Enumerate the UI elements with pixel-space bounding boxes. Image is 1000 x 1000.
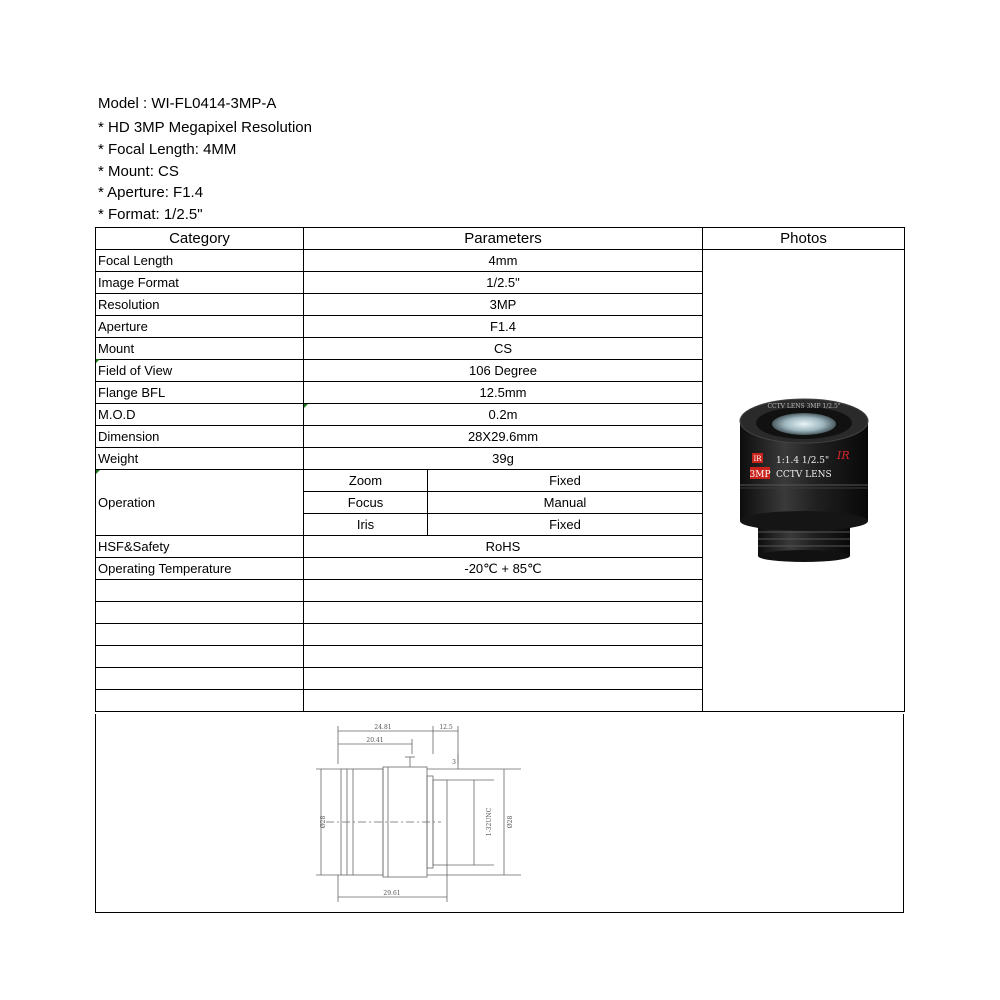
dim-left-dia: Ø28 (320, 815, 327, 829)
dim-thread: 1-32UNC (486, 807, 493, 837)
row-value: RoHS (304, 536, 703, 558)
product-header (98, 93, 312, 226)
row-category: Mount (96, 338, 304, 360)
lens-mp-label: 3MP (749, 469, 771, 480)
lens-brand-text: IR (753, 454, 762, 463)
feature-line: * Focal Length: 4MM (98, 140, 237, 158)
lens-glass (772, 413, 836, 435)
spec-table (95, 227, 905, 712)
row-category: HSF&Safety (96, 536, 304, 558)
feature-line: * Mount: CS (98, 162, 179, 180)
row-category: Focal Length (96, 250, 304, 272)
row-category: Resolution (96, 294, 304, 316)
lens-ir-label: IR (837, 448, 850, 462)
row-category: Dimension (96, 426, 304, 448)
feature-line: * Format: 1/2.5" (98, 206, 203, 224)
operation-category: Operation (96, 470, 304, 536)
row-value: 28X29.6mm (304, 426, 703, 448)
dim-top-right: 12.5 (439, 724, 453, 731)
row-category: Weight (96, 448, 304, 470)
row-value: 12.5mm (304, 382, 703, 404)
dim-bottom: 29.61 (383, 890, 401, 897)
row-category: Field of View (96, 360, 304, 382)
photos-header: Photos (703, 228, 905, 250)
row-value: 3MP (304, 294, 703, 316)
operation-item-name: Zoom (304, 470, 428, 492)
lens-spec-text: 1:1.4 1/2.5" (776, 455, 830, 466)
row-category: Image Format (96, 272, 304, 294)
row-value: CS (304, 338, 703, 360)
dimension-drawing-box (95, 714, 904, 913)
row-category: M.O.D (96, 404, 304, 426)
row-category: Flange BFL (96, 382, 304, 404)
dim-right-dia: Ø28 (507, 815, 514, 829)
row-category: Aperture (96, 316, 304, 338)
operation-item-value: Fixed (428, 514, 703, 536)
operation-item-value: Manual (428, 492, 703, 514)
dim-top-inner: 20.41 (366, 737, 384, 744)
row-category: Operating Temperature (96, 558, 304, 580)
dim-top-total: 24.81 (374, 724, 392, 731)
dimension-drawing (96, 714, 903, 912)
operation-item-name: Focus (304, 492, 428, 514)
lens-ring-text: CCTV LENS 3MP 1/2.5" (767, 402, 841, 410)
row-value: F1.4 (304, 316, 703, 338)
feature-line: * Aperture: F1.4 (98, 184, 204, 202)
dim-small: 3 (452, 759, 456, 766)
row-value: 39g (304, 448, 703, 470)
table-row (96, 250, 905, 272)
operation-item-value: Fixed (428, 470, 703, 492)
photo-cell (703, 250, 905, 712)
row-value: 1/2.5" (304, 272, 703, 294)
row-value: 106 Degree (304, 360, 703, 382)
row-value: -20℃ + 85℃ (304, 558, 703, 580)
cell-marker (96, 470, 100, 474)
category-header: Category (96, 228, 304, 250)
lens-cctv-label: CCTV LENS (776, 469, 832, 480)
table-header-row (96, 228, 905, 250)
row-value: 0.2m (304, 404, 703, 426)
model-line: Model : WI-FL0414-3MP-A (98, 95, 277, 112)
cell-marker (96, 359, 100, 363)
cell-marker (304, 404, 308, 408)
lens-photo (736, 393, 871, 563)
parameters-header: Parameters (304, 228, 703, 250)
row-value: 4mm (304, 250, 703, 272)
operation-item-name: Iris (304, 514, 428, 536)
feature-line: * HD 3MP Megapixel Resolution (98, 119, 312, 136)
